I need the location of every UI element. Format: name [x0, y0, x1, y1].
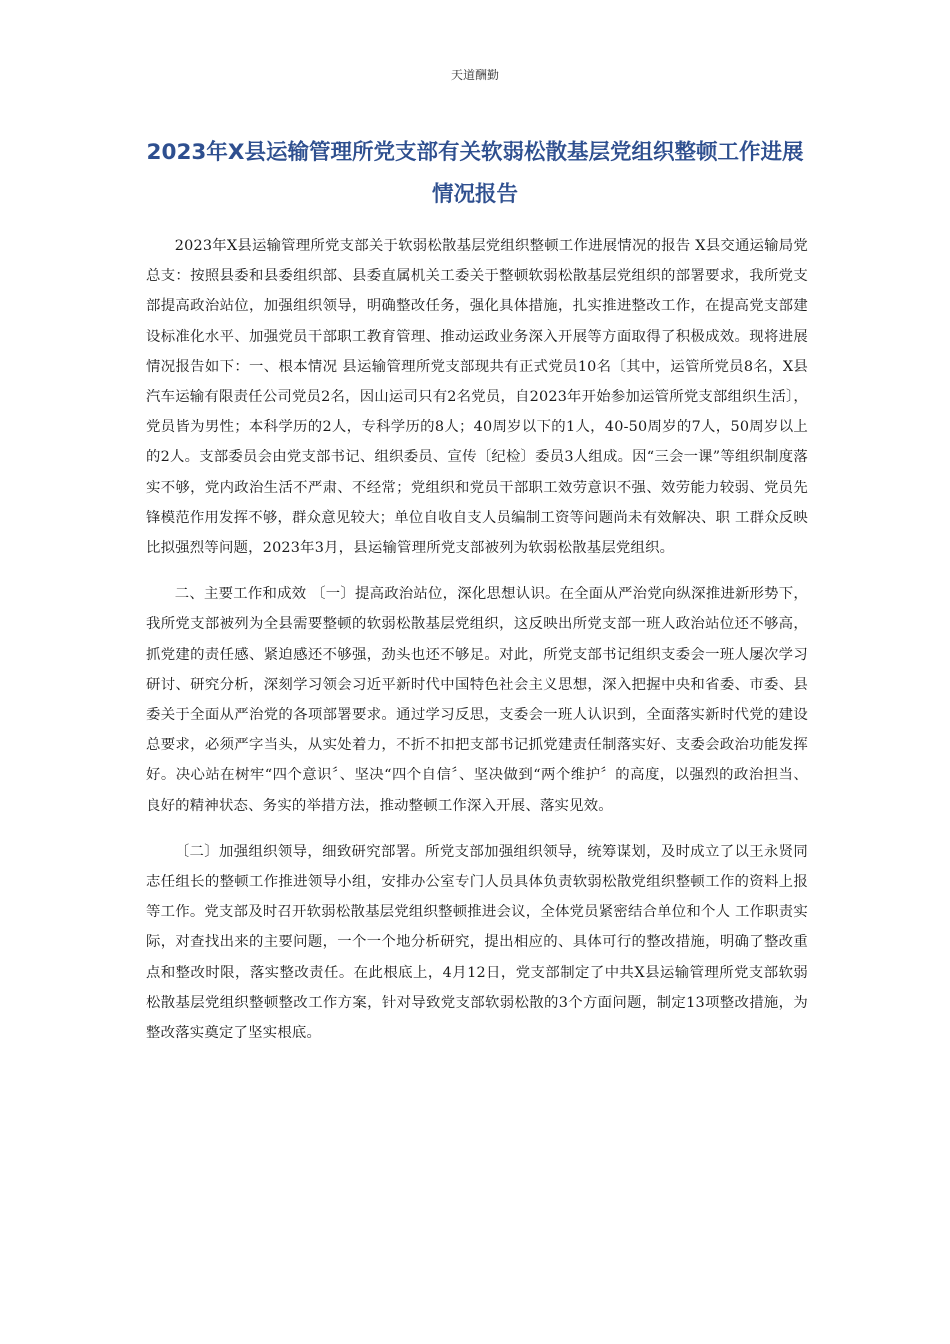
page-header: 天道酬勤 [450, 68, 499, 82]
paragraph-organization: 〔二〕加强组织领导，细致研究部署。所党支部加强组织领导，统筹谋划，及时成立了以王永贤同志任组长的整顿工作推进领导小组，安排办公室专门人员具体负责软弱松散党组织整顿工作的资料上报等工作。党支部及时召开软弱松散基层党组织整顿推进会议，全体党员紧密结合单位和个人 工作职责实际，对查找出来的主要问题，一个一个地分析研究，提出相应的、具体可行的整改措施，明确了整改重点和整改时限，落实整改责任。在此根底上，4月12日，党支部制定了中共X县运输管理所党支部软弱松散基层党组织整顿整改工作方案，针对导致党支部软弱松散的3个方面问题，制定13项整改措施，为整改落实奠定了坚实根底。 [146, 843, 808, 1042]
paragraph-background: 2023年X县运输管理所党支部关于软弱松散基层党组织整顿工作进展情况的报告 X县交通运输局党总支：按照县委和县委组织部、县委直属机关工委关于整顿软弱松散基层党组织的部署要求，我所党支部提高政治站位，加强组织领导，明确整改任务，强化具体措施，扎实推进整改工作，在提高党支部建设标准化水平、加强党员干部职工教育管理、推动运政业务深入开展等方面取得了积极成效。现将进展情况报告如下：一、根本情况 县运输管理所党支部现共有正式党员10名〔其中，运管所党员8名，X县汽车运输有限责任公司党员2名，因山运司只有2名党员，自2023年开始参加运管所党支部组织生活〕，党员皆为男性；本科学历的2人，专科学历的8人；40周岁以下的1人，40-50周岁的7人，50周岁以上的2人。支部委员会由党支部书记、组织委员、宣传〔纪检〕委员3人组成。因“三会一课”等组织制度落实不够，党内政治生活不严肃、不经常；党组织和党员干部职工效劳意识不强、效劳能力较弱、党员先锋模范作用发挥不够，群众意见较大；单位自收自支人员编制工资等问题尚未有效解决、职 工群众反映比拟强烈等问题，2023年3月，县运输管理所党支部被列为软弱松散基层党组织。 [146, 238, 808, 557]
document-body [146, 231, 808, 1064]
document-title: 2023年X县运输管理所党支部有关软弱松散基层党组织整顿工作进展情况报告 [146, 140, 804, 207]
paragraph-main-work: 二、主要工作和成效 〔一〕提高政治站位，深化思想认识。在全面从严治党向纵深推进新形势下，我所党支部被列为全县需要整顿的软弱松散基层党组织，这反映出所党支部一班人政治站位还不够高，抓党建的责任感、紧迫感还不够强，劲头也还不够足。对此，所党支部书记组织支委会一班人屡次学习研讨、研究分析，深刻学习领会习近平新时代中国特色社会主义思想，深入把握中央和省委、市委、县委关于全面从严治党的各项部署要求。通过学习反思，支委会一班人认识到，全面落实新时代党的建设总要求，必须严字当头，从实处着力，不折不扣把支部书记抓党建责任制落实好、支委会政治功能发挥好。决心站在树牢“四个意识〞、坚决“四个自信〞、坚决做到“两个维护〞的高度，以强烈的政治担当、良好的精神状态、务实的举措方法，推动整顿工作深入开展、落实见效。 [146, 586, 808, 814]
